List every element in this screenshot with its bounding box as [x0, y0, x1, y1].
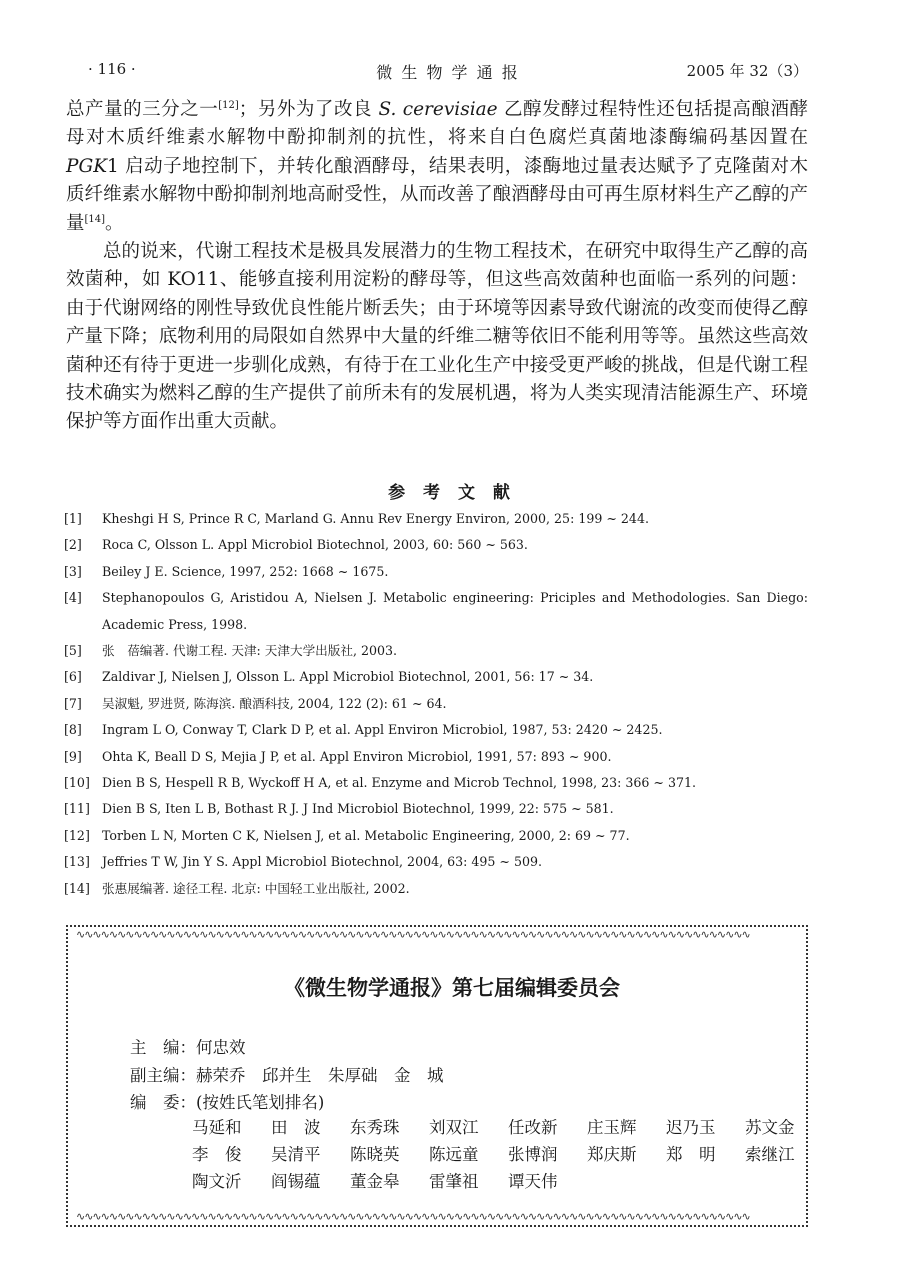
- decorative-border-bottom: ∿∿∿∿∿∿∿∿∿∿∿∿∿∿∿∿∿∿∿∿∿∿∿∿∿∿∿∿∿∿∿∿∿∿∿∿∿∿∿∿∿∿∿∿∿∿∿∿∿∿∿∿∿∿∿∿∿∿∿∿∿∿∿∿∿∿∿∿∿∿∿∿∿∿∿∿∿∿∿∿∿∿: [76, 1213, 750, 1221]
- members-row: [192, 1168, 824, 1195]
- reference-number: [3]: [64, 563, 82, 579]
- board-member: 陈晓英: [350, 1145, 400, 1164]
- board-member: 刘双江: [429, 1118, 479, 1137]
- board-member: 索继江: [745, 1145, 795, 1164]
- board-member: 吴清平: [271, 1145, 321, 1164]
- members-row: [192, 1141, 824, 1168]
- reference-item: [64, 717, 808, 743]
- reference-number: [9]: [64, 748, 82, 764]
- species-name: S. cerevisiae: [378, 99, 498, 120]
- reference-text: 吴淑魁, 罗进贤, 陈海滨. 酿酒科技, 2004, 122 (2): 61 ~ 64.: [102, 695, 447, 711]
- reference-number: [10]: [64, 775, 90, 791]
- reference-text: Ingram L O, Conway T, Clark D P, et al. Appl Environ Microbiol, 1987, 53: 2420 ~ 2425.: [102, 722, 663, 738]
- deputy-label: 副主编：: [130, 1066, 196, 1085]
- reference-text: Roca C, Olsson L. Appl Microbiol Biotechnol, 2003, 60: 560 ~ 563.: [102, 537, 528, 553]
- reference-item: [64, 638, 808, 664]
- board-member: 迟乃玉: [666, 1118, 716, 1137]
- members-row: [192, 1114, 824, 1141]
- reference-number: [13]: [64, 854, 90, 870]
- reference-number: [8]: [64, 722, 82, 738]
- deputy-editors: 赫荣乔 邱并生 朱厚础 金 城: [196, 1066, 444, 1085]
- board-member: 马延和: [192, 1118, 242, 1137]
- reference-item: [64, 585, 808, 638]
- reference-number: [12]: [64, 827, 90, 843]
- chief-editor: 何忠效: [196, 1038, 246, 1057]
- board-member: 李 俊: [192, 1145, 242, 1164]
- reference-item: [64, 559, 808, 585]
- reference-number: [6]: [64, 669, 82, 685]
- decorative-border-top: ∿∿∿∿∿∿∿∿∿∿∿∿∿∿∿∿∿∿∿∿∿∿∿∿∿∿∿∿∿∿∿∿∿∿∿∿∿∿∿∿∿∿∿∿∿∿∿∿∿∿∿∿∿∿∿∿∿∿∿∿∿∿∿∿∿∿∿∿∿∿∿∿∿∿∿∿∿∿∿∿∿∿: [76, 931, 750, 939]
- reference-text: Kheshgi H S, Prince R C, Marland G. Annu Rev Energy Environ, 2000, 25: 199 ~ 244.: [102, 511, 649, 526]
- reference-text: Beiley J E. Science, 1997, 252: 1668 ~ 1675.: [102, 563, 389, 579]
- body-text: [66, 96, 808, 437]
- reference-item: [64, 796, 808, 822]
- reference-number: [2]: [64, 537, 82, 553]
- reference-number: [11]: [64, 801, 90, 817]
- paragraph-2: 总的说来，代谢工程技术是极具发展潜力的生物工程技术，在研究中取得生产乙醇的高效菌种，如 KO11、能够直接利用淀粉的酵母等，但这些高效菌种也面临一系列的问题：由于代谢网络的刚性导致优良性能片断丢失；由于环境等因素导致代谢流的改变而使得乙醇产量下降；底物利用的局限如自然界中大量的纤维二糖等依旧不能利用等等。虽然这些高效菌种还有待于更进一步驯化成熟，有待于在工业化生产中接受更严峻的挑战，但是代谢工程技术确实为燃料乙醇的生产提供了前所未有的发展机遇，将为人类实现清洁能源生产、环境保护等方面作出重大贡献。: [66, 241, 808, 433]
- reference-text: 张惠展编著. 途径工程. 北京: 中国轻工业出版社, 2002.: [102, 880, 410, 896]
- board-member: 董金皋: [350, 1172, 400, 1191]
- reference-item: [64, 506, 808, 532]
- citation-12: [12]: [218, 100, 239, 111]
- references-heading: 参 考 文 献: [388, 483, 516, 503]
- board-member: 阎锡蕴: [271, 1172, 321, 1191]
- board-member: 郑庆斯: [587, 1145, 637, 1164]
- reference-text: Jeffries T W, Jin Y S. Appl Microbiol Biotechnol, 2004, 63: 495 ~ 509.: [102, 854, 543, 870]
- board-member: 郑 明: [666, 1145, 716, 1164]
- paragraph-1: 总产量的三分之一[12]；另外为了改良 S. cerevisiae 乙醇发酵过程特性还包括提高酿酒酵母对木质纤维素水解物中酚抑制剂的抗性，将来自白色腐烂真菌地漆酶编码基因置在 PGK1 启动子地控制下，并转化酿酒酵母，结果表明，漆酶地过量表达赋予了克隆菌对木质纤维素水解物中酚抑制剂地高耐受性，从而改善了酿酒酵母由可再生原材料生产乙醇的产量[14]。: [66, 99, 808, 234]
- reference-item: [64, 823, 808, 849]
- reference-number: [4]: [64, 590, 82, 606]
- reference-text: Zaldivar J, Nielsen J, Olsson L. Appl Microbiol Biotechnol, 2001, 56: 17 ~ 34.: [102, 669, 594, 685]
- members-note: (按姓氏笔划排名): [196, 1093, 325, 1112]
- issue-info: 2005 年 32（3）: [686, 62, 808, 80]
- board-member: 雷肇祖: [429, 1172, 479, 1191]
- reference-item: [64, 849, 808, 875]
- reference-text: Dien B S, Hespell R B, Wyckoff H A, et al. Enzyme and Microb Technol, 1998, 23: 366 ~ 371.: [102, 775, 697, 791]
- citation-14: [14]: [84, 213, 106, 225]
- board-title: 《微生物学通报》第七届编辑委员会: [284, 975, 620, 1000]
- members-label-row: [130, 1089, 324, 1113]
- members-label: 编 委：: [130, 1093, 196, 1112]
- reference-text: 张 蓓编著. 代谢工程. 天津: 天津大学出版社, 2003.: [102, 643, 398, 659]
- reference-text: Stephanopoulos G, Aristidou A, Nielsen J. Metabolic engineering: Priciples and Methodologies. San Diego: Academic Press, 1998.: [102, 590, 808, 632]
- gene-name: PGK: [66, 155, 108, 177]
- reference-item: [64, 532, 808, 558]
- reference-item: [64, 664, 808, 690]
- deputy-editor-row: [130, 1062, 444, 1086]
- references-list: [64, 506, 808, 902]
- page-header: [88, 60, 808, 84]
- reference-number: [14]: [64, 880, 90, 896]
- board-member: 张博润: [508, 1145, 558, 1164]
- journal-title: 微 生 物 学 通 报: [376, 63, 520, 82]
- reference-text: Dien B S, Iten L B, Bothast R J. J Ind Microbiol Biotechnol, 1999, 22: 575 ~ 581.: [102, 801, 614, 817]
- reference-number: [5]: [64, 643, 82, 659]
- chief-label: 主 编：: [130, 1038, 196, 1057]
- board-member: 谭天伟: [508, 1172, 558, 1191]
- reference-number: [7]: [64, 695, 82, 711]
- reference-item: [64, 876, 808, 902]
- board-member: 陶文沂: [192, 1172, 242, 1191]
- board-member: 庄玉辉: [587, 1118, 637, 1137]
- reference-item: [64, 744, 808, 770]
- board-member: 田 波: [271, 1118, 321, 1137]
- reference-item: [64, 770, 808, 796]
- reference-number: [1]: [64, 511, 82, 526]
- chief-editor-row: [130, 1034, 246, 1058]
- board-member: 任改新: [508, 1118, 558, 1137]
- reference-item: [64, 691, 808, 717]
- board-member: 东秀珠: [350, 1118, 400, 1137]
- reference-text: Ohta K, Beall D S, Mejia J P, et al. Appl Environ Microbiol, 1991, 57: 893 ~ 900.: [102, 748, 612, 764]
- reference-text: Torben L N, Morten C K, Nielsen J, et al. Metabolic Engineering, 2000, 2: 69 ~ 77.: [102, 827, 630, 843]
- page-number: · 116 ·: [88, 60, 136, 78]
- board-members: [192, 1114, 824, 1195]
- board-member: 苏文金: [745, 1118, 795, 1137]
- board-member: 陈远童: [429, 1145, 479, 1164]
